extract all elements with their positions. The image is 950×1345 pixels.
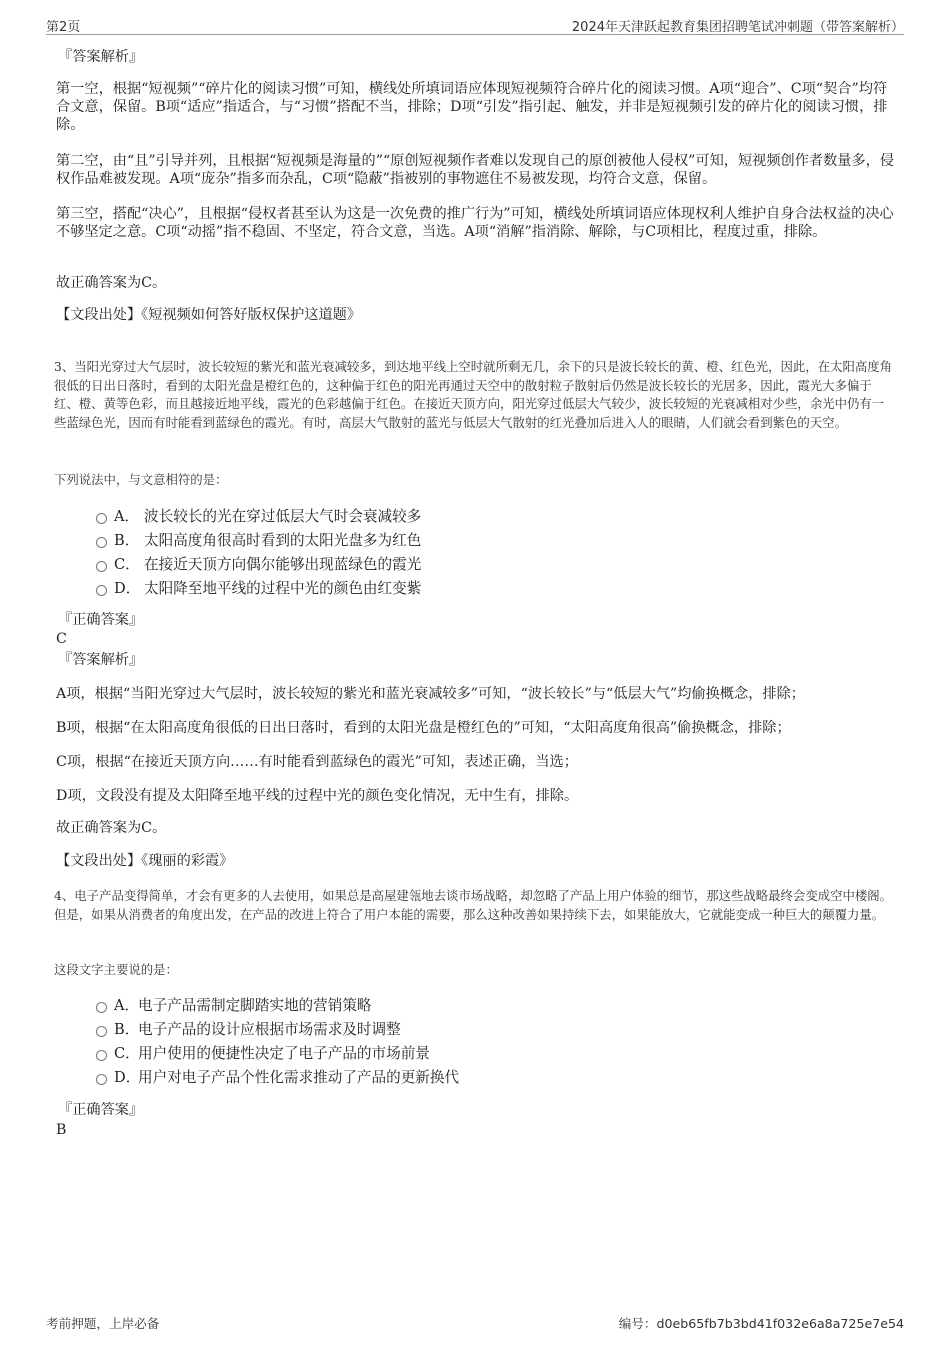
q3-option-a[interactable]: A． 波长较长的光在穿过低层大气时会衰减较多 [56, 505, 896, 529]
q4-option-c[interactable]: C．用户使用的便捷性决定了电子产品的市场前景 [56, 1042, 896, 1066]
q2-analysis-paragraph: 第三空，搭配“决心”，且根据“侵权者甚至认为这是一次免费的推广行为”可知，横线处所填词语应体现权利人维护自身合法权益的决心不够坚定之意。C项“动摇”指不稳固、不坚定，符合文意，当选。A项“消解”指消除、解除，与C项相比，程度过重，排除。 [56, 206, 894, 240]
q4-option-a[interactable]: A．电子产品需制定脚踏实地的营销策略 [56, 994, 896, 1018]
q2-source: 【文段出处】《短视频如何答好版权保护这道题》 [56, 307, 362, 323]
q4-option-d[interactable]: D．用户对电子产品个性化需求推动了产品的更新换代 [56, 1066, 896, 1090]
q4-options [56, 994, 896, 1090]
q4-answer: B [56, 1122, 67, 1138]
q3-passage: 3、当阳光穿过大气层时，波长较短的紫光和蓝光衰减较多，到达地平线上空时就所剩无几，余下的只是波长较长的黄、橙、红色光，因此，在太阳高度角很低的日出日落时，看到的太阳光盘是橙红色的，这种偏于红色的阳光再通过天空中的散射粒子散射后仍然是波长较长的光居多，因此，霞光大多偏于红、橙、黄等色彩，而且越接近地平线，霞光的色彩越偏于红色。在接近天顶方向，阳光穿过低层大气较少，波长较短的光衰减相对少些，余光中仍有一些蓝绿色光，因而有时能看到蓝绿色的霞光。有时，高层大气散射的蓝光与低层大气散射的红光叠加后进入人的眼睛，人们就会看到紫色的天空。 [54, 359, 893, 430]
radio-icon[interactable] [96, 1050, 107, 1061]
q3-analysis-line: B项，根据“在太阳高度角很低的日出日落时，看到的太阳光盘是橙红色的”可知，“太阳高度角很高”偷换概念，排除； [56, 720, 791, 736]
q3-analysis-label: 『答案解析』 [58, 652, 144, 668]
q4-passage: 4、电子产品变得简单，才会有更多的人去使用，如果总是高屋建瓴地去谈市场战略，却忽略了产品上用户体验的细节，那这些战略最终会变成空中楼阁。但是，如果从消费者的角度出发，在产品的改进上符合了用户本能的需要，那么这种改善如果持续下去，如果能放大，它就能变成一种巨大的颠覆力量。 [54, 888, 893, 922]
q2-analysis-paragraph: 第一空，根据“短视频”“碎片化的阅读习惯”可知，横线处所填词语应体现短视频符合碎片化的阅读习惯。A项“迎合”、C项“契合”均符合文意，保留。B项“适应”指适合，与“习惯”搭配不当，排除；D项“引发”指引起、触发，并非是短视频引发的碎片化的阅读习惯，排除。 [56, 81, 888, 133]
q3-answer-line: 故正确答案为C。 [56, 820, 167, 836]
radio-icon[interactable] [96, 561, 107, 572]
q3-answer-label: 『正确答案』 [58, 612, 144, 628]
page-footer [46, 1313, 904, 1331]
radio-icon[interactable] [96, 1074, 107, 1085]
document-title: 2024年天津跃起教育集团招聘笔试冲刺题（带答案解析） [571, 20, 904, 35]
q3-answer: C [56, 631, 67, 647]
radio-icon[interactable] [96, 537, 107, 548]
q3-option-d[interactable]: D． 太阳降至地平线的过程中光的颜色由红变紫 [56, 577, 896, 601]
page-header [46, 14, 904, 35]
q3-option-c[interactable]: C． 在接近天顶方向偶尔能够出现蓝绿色的霞光 [56, 553, 896, 577]
q2-analysis-paragraph: 第二空，由“且”引导并列，且根据“短视频是海量的”“原创短视频作者难以发现自己的原创被他人侵权”可知，短视频创作者数量多，侵权作品难被发现。A项“庞杂”指多而杂乱，C项“隐蔽”指被别的事物遮住不易被发现，均符合文意，保留。 [56, 153, 895, 187]
document-code: 编号：d0eb65fb7b3bd41f032e6a8a725e7e54 [618, 1316, 904, 1331]
q3-analysis-line: C项，根据“在接近天顶方向……有时能看到蓝绿色的霞光”可知，表述正确，当选； [56, 754, 578, 770]
q3-options [56, 505, 896, 601]
q2-answer-line: 故正确答案为C。 [56, 275, 167, 291]
footer-slogan: 考前押题，上岸必备 [46, 1316, 160, 1331]
q3-analysis-line: A项，根据“当阳光穿过大气层时，波长较短的紫光和蓝光衰减较多”可知，“波长较长”与“低层大气”均偷换概念，排除； [56, 686, 805, 702]
q3-source: 【文段出处】《瑰丽的彩霞》 [56, 853, 234, 869]
q3-analysis-line: D项，文段没有提及太阳降至地平线的过程中光的颜色变化情况，无中生有，排除。 [56, 788, 579, 804]
q3-option-b[interactable]: B． 太阳高度角很高时看到的太阳光盘多为红色 [56, 529, 896, 553]
q4-answer-label: 『正确答案』 [58, 1102, 144, 1118]
radio-icon[interactable] [96, 1026, 107, 1037]
q4-question: 这段文字主要说的是： [54, 962, 178, 977]
q2-analysis-label: 『答案解析』 [58, 49, 144, 65]
page-number: 第2页 [46, 20, 81, 35]
radio-icon[interactable] [96, 1002, 107, 1013]
radio-icon[interactable] [96, 513, 107, 524]
radio-icon[interactable] [96, 585, 107, 596]
q4-option-b[interactable]: B．电子产品的设计应根据市场需求及时调整 [56, 1018, 896, 1042]
q3-question: 下列说法中，与文意相符的是： [54, 472, 228, 487]
